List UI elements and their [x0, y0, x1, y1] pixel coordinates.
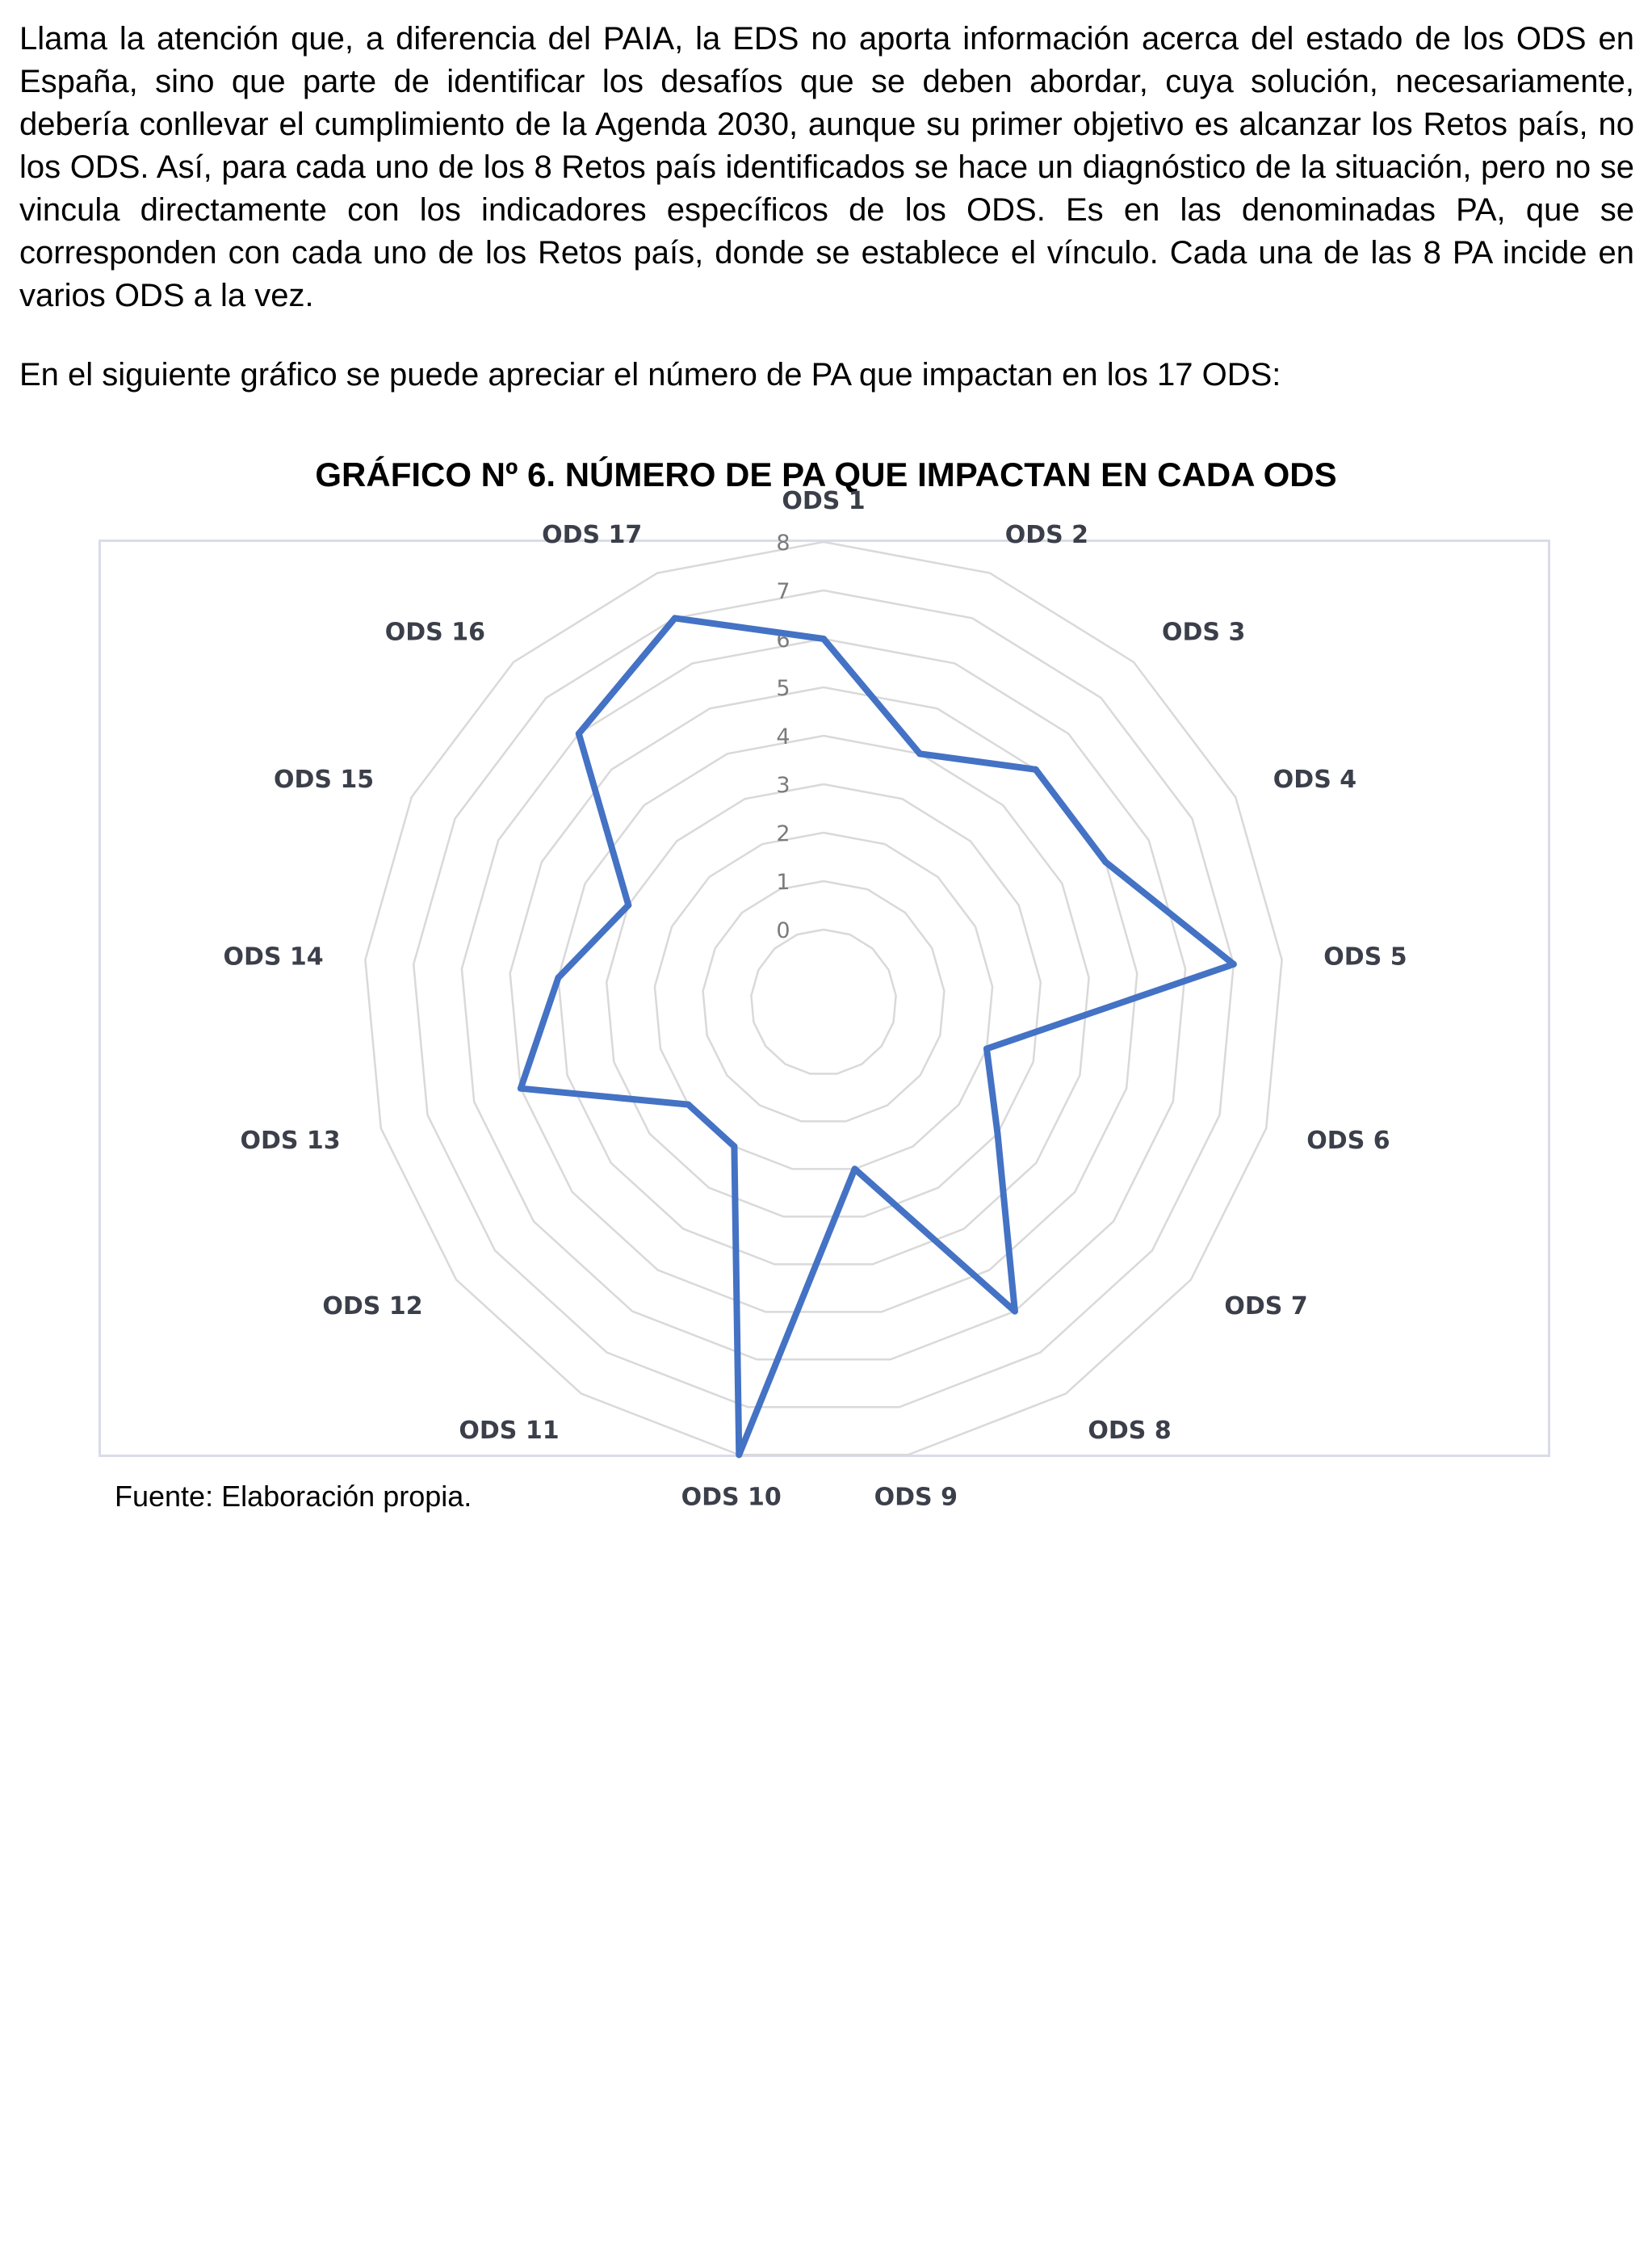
- data-point-ods-16: [576, 730, 582, 737]
- grid-ring-0: [751, 930, 895, 1074]
- tick-label-8: 8: [776, 531, 790, 556]
- category-label-ods-3: ODS 3: [1162, 618, 1246, 647]
- category-label-ods-9: ODS 9: [874, 1483, 958, 1512]
- category-label-ods-5: ODS 5: [1323, 943, 1407, 972]
- data-point-ods-8: [1012, 1308, 1018, 1315]
- grid-ring-4: [558, 736, 1088, 1264]
- category-label-ods-17: ODS 17: [542, 521, 643, 549]
- intro-paragraph: Llama la atención que, a diferencia del PAIA, la EDS no aporta información acerca del estado de los ODS en España, sino que parte de identificar los desafíos que se deben abordar, cuya solución, necesariamente, debería conllevar el cumplimiento de la Agenda 2030, aunque su primer objetivo es alcanzar los Retos país, no los ODS. Así, para cada uno de los 8 Retos país identificados se hace un diagnóstico de la situación, pero no se vincula directamente con los indicadores específicos de los ODS. Es en las denominadas PA, que se corresponden con cada uno de los Retos país, donde se establece el vínculo. Cada una de las 8 PA incide en varios ODS a la vez.: [19, 21, 1634, 313]
- tick-label-3: 3: [776, 773, 790, 798]
- data-point-ods-5: [1231, 961, 1237, 968]
- tick-label-4: 4: [776, 724, 790, 749]
- tick-label-7: 7: [776, 579, 790, 604]
- category-label-ods-15: ODS 15: [273, 765, 375, 794]
- data-point-ods-14: [555, 975, 561, 981]
- chart-intro-paragraph: En el siguiente gráfico se puede apreciar el número de PA que impactan en los 17 ODS:: [19, 357, 1281, 393]
- tick-label-6: 6: [776, 628, 790, 653]
- category-label-ods-8: ODS 8: [1088, 1416, 1172, 1445]
- grid-ring-8: [365, 542, 1281, 1455]
- category-label-ods-6: ODS 6: [1306, 1127, 1390, 1156]
- tick-label-5: 5: [776, 676, 790, 701]
- category-label-ods-12: ODS 12: [322, 1291, 423, 1320]
- data-point-ods-6: [983, 1046, 990, 1052]
- category-label-ods-14: ODS 14: [223, 943, 324, 972]
- chart-heading: GRÁFICO Nº 6. NÚMERO DE PA QUE IMPACTAN EN CADA ODS: [315, 456, 1337, 493]
- grid-ring-3: [606, 784, 1041, 1216]
- data-point-ods-3: [1033, 766, 1039, 773]
- grid-ring-7: [413, 590, 1234, 1407]
- data-point-ods-4: [1102, 859, 1109, 865]
- category-label-ods-4: ODS 4: [1273, 765, 1357, 794]
- data-point-ods-17: [672, 615, 678, 621]
- data-point-ods-2: [916, 750, 923, 757]
- source-note: Fuente: Elaboración propia.: [115, 1480, 472, 1513]
- data-point-ods-10: [736, 1451, 742, 1458]
- tick-label-2: 2: [776, 821, 790, 846]
- data-point-ods-15: [625, 902, 631, 909]
- category-label-ods-7: ODS 7: [1224, 1291, 1308, 1320]
- category-label-ods-16: ODS 16: [384, 618, 485, 647]
- category-label-ods-11: ODS 11: [459, 1416, 560, 1445]
- grid-ring-1: [703, 881, 945, 1121]
- data-point-ods-9: [852, 1165, 858, 1172]
- category-label-ods-10: ODS 10: [681, 1483, 782, 1512]
- tick-label-0: 0: [776, 918, 790, 943]
- category-label-ods-1: ODS 1: [782, 487, 866, 515]
- data-point-ods-7: [995, 1131, 1001, 1137]
- data-point-ods-13: [518, 1085, 524, 1092]
- category-label-ods-2: ODS 2: [1004, 521, 1089, 549]
- data-point-ods-12: [685, 1102, 691, 1108]
- series-line: [521, 618, 1234, 1455]
- data-point-ods-1: [820, 636, 827, 642]
- category-label-ods-13: ODS 13: [240, 1127, 341, 1156]
- tick-label-1: 1: [776, 870, 790, 895]
- data-point-ods-11: [731, 1144, 737, 1150]
